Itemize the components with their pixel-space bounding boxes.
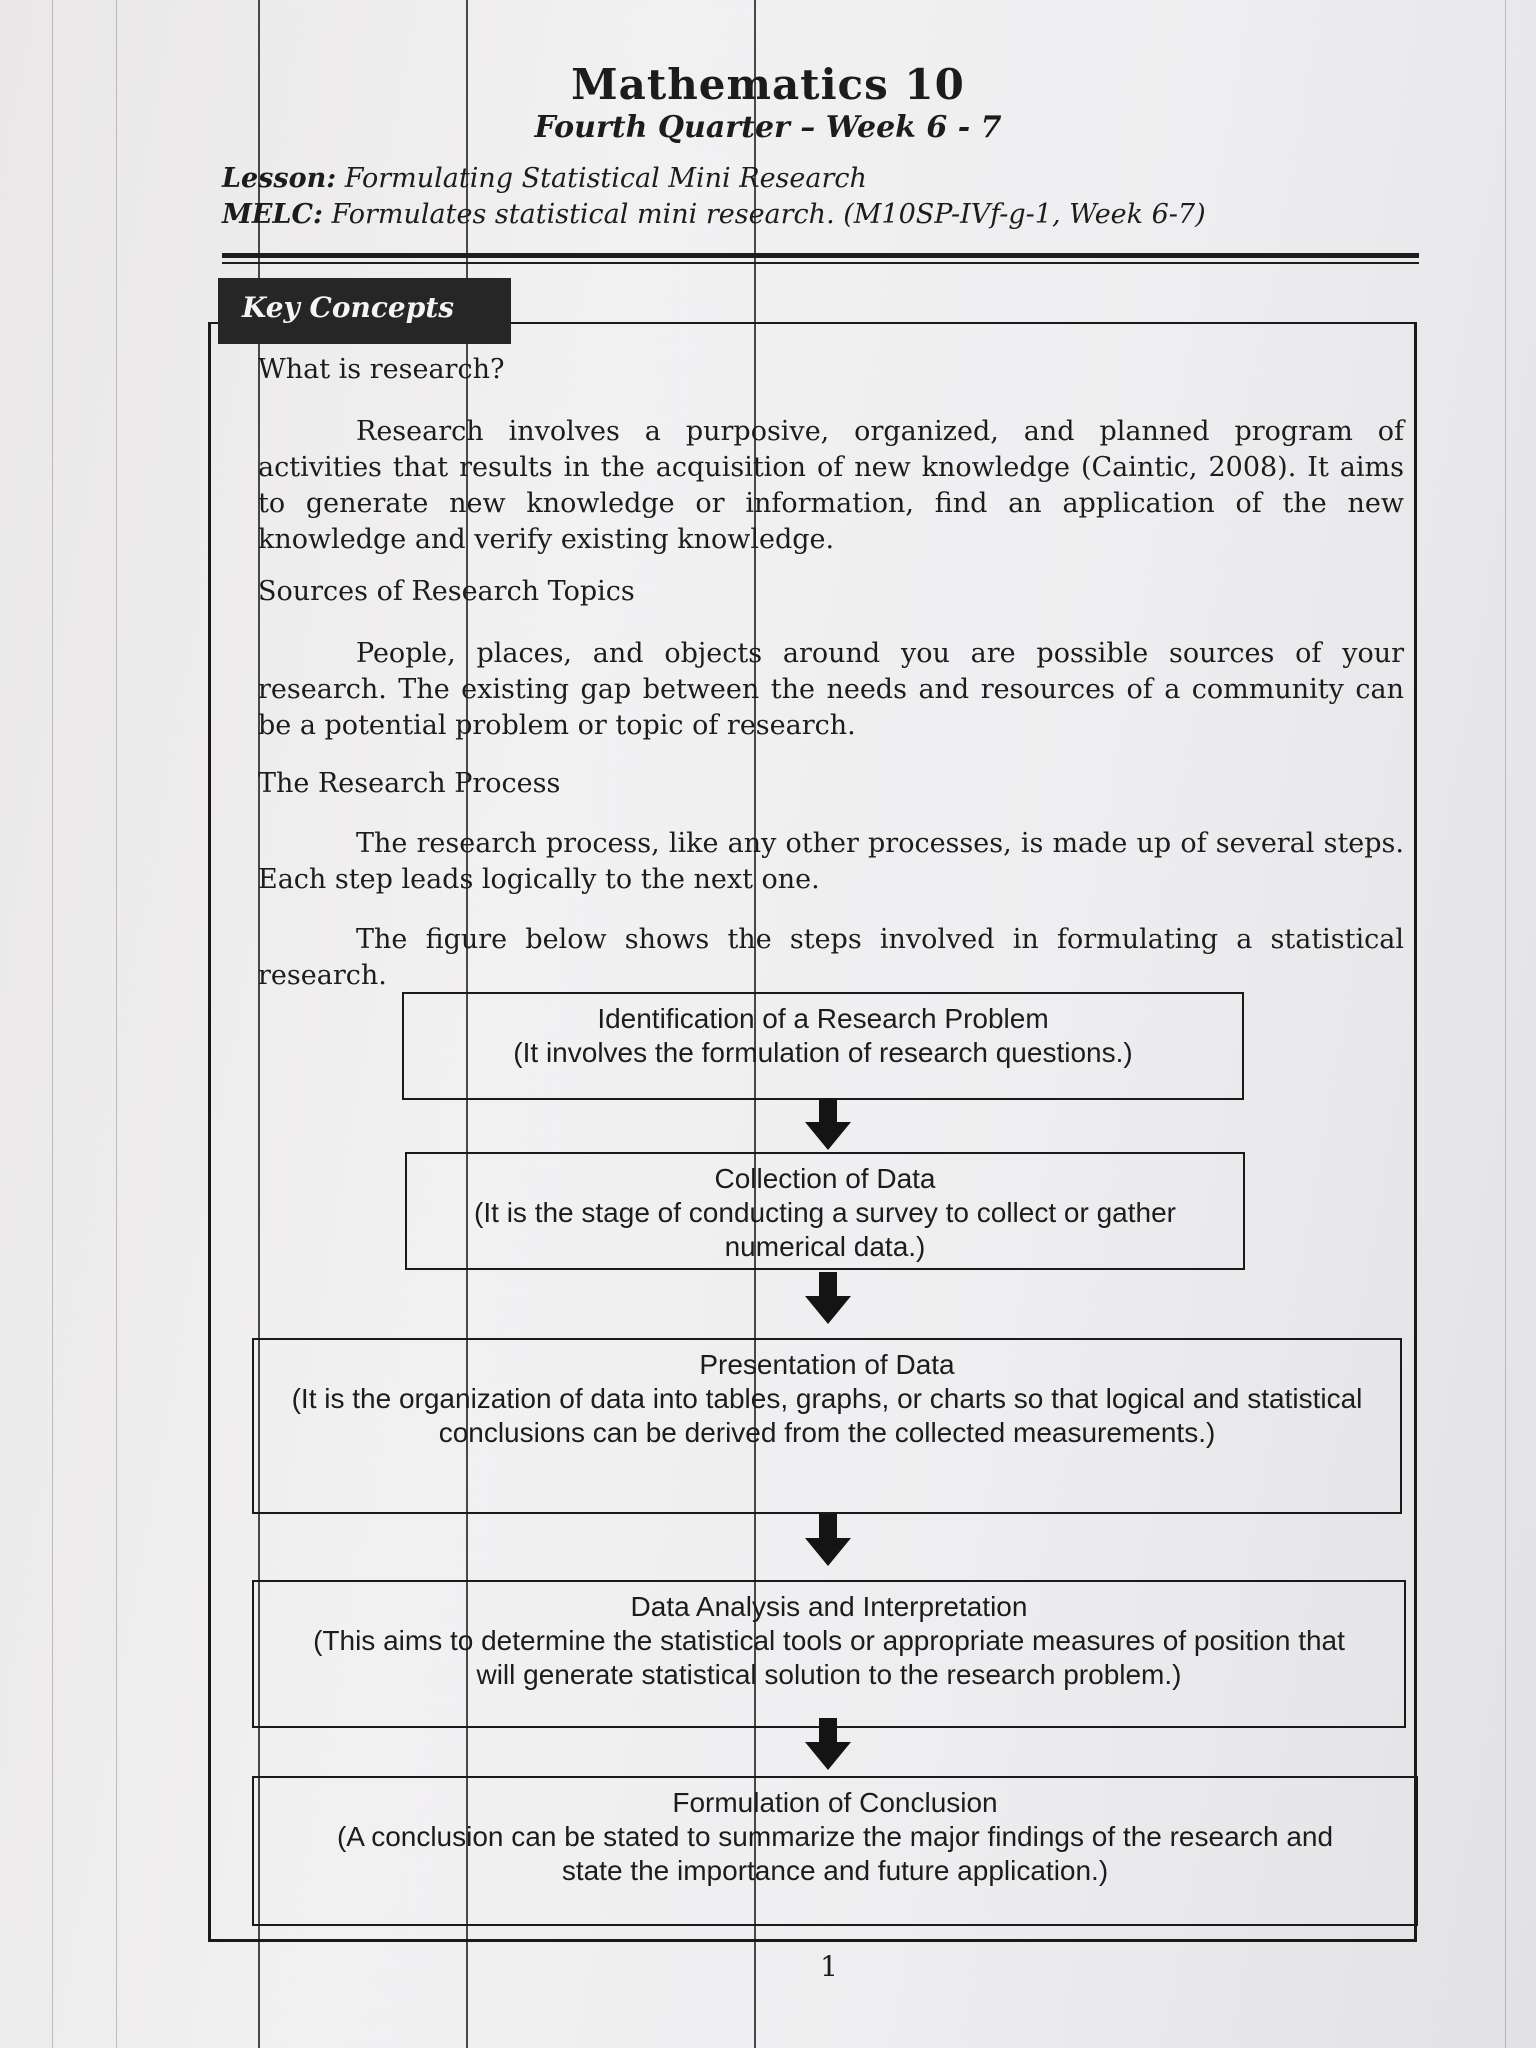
down-arrow-icon bbox=[805, 1272, 851, 1324]
flow-step-title: Collection of Data bbox=[714, 1163, 936, 1194]
section-paragraph: People, places, and objects around you are possible sources of your research. The existing gap between the needs and resources of a community can be a potential problem or topic of research. bbox=[258, 638, 1404, 741]
melc-value: Formulates statistical mini research. (M10SP-IVf-g-1, Week 6-7) bbox=[331, 199, 1206, 230]
figure-intro: The figure below shows the steps involved in formulating a statistical research. bbox=[258, 924, 1404, 991]
page-number: 1 bbox=[820, 1950, 838, 1983]
section-heading: The Research Process bbox=[258, 768, 561, 799]
flow-step-title: Data Analysis and Interpretation bbox=[630, 1591, 1028, 1622]
header-rule bbox=[222, 253, 1419, 258]
flow-step bbox=[252, 1776, 1418, 1926]
down-arrow-icon bbox=[805, 1718, 851, 1770]
lesson-value: Formulating Statistical Mini Research bbox=[344, 163, 867, 194]
down-arrow-icon bbox=[805, 1098, 851, 1150]
flow-step-title: Identification of a Research Problem bbox=[597, 1003, 1049, 1034]
page-fold-line bbox=[1505, 0, 1506, 2048]
page-fold-line bbox=[116, 0, 117, 2048]
flow-step-description: (This aims to determine the statistical tools or appropriate measures of position that will generate statistical solution to the research problem.) bbox=[313, 1625, 1345, 1690]
section-paragraph: Research involves a purposive, organized, and planned program of activities that results in the acquisition of new knowledge (Caintic, 2008). It aims to generate new knowledge or information, find an application of the new knowledge and verify existing knowledge. bbox=[258, 416, 1404, 555]
flow-step-description: (It is the stage of conducting a survey to collect or gather numerical data.) bbox=[474, 1197, 1176, 1262]
section-heading: What is research? bbox=[258, 354, 505, 385]
flow-step-title: Formulation of Conclusion bbox=[672, 1787, 998, 1818]
header-rule-thin bbox=[222, 262, 1419, 264]
document-subtitle: Fourth Quarter – Week 6 - 7 bbox=[534, 110, 1002, 145]
flow-step-title: Presentation of Data bbox=[699, 1349, 955, 1380]
section-paragraph: The research process, like any other processes, is made up of several steps. Each step leads logically to the next one. bbox=[258, 828, 1404, 895]
flow-step-description: (It involves the formulation of research questions.) bbox=[513, 1037, 1133, 1068]
down-arrow-icon bbox=[805, 1514, 851, 1566]
flow-step bbox=[405, 1152, 1245, 1270]
flow-step bbox=[252, 1580, 1406, 1728]
section-heading: Sources of Research Topics bbox=[258, 576, 635, 607]
flow-step bbox=[252, 1338, 1402, 1514]
key-concepts-tab: Key Concepts bbox=[218, 278, 511, 344]
melc-label: MELC: bbox=[222, 199, 323, 230]
flow-step-description: (It is the organization of data into tables, graphs, or charts so that logical and statistical conclusions can be derived from the collected measurements.) bbox=[291, 1383, 1363, 1448]
flow-step bbox=[402, 992, 1244, 1100]
document-title: Mathematics 10 bbox=[571, 60, 965, 109]
flow-step-description: (A conclusion can be stated to summarize the major findings of the research and state the importance and future application.) bbox=[336, 1821, 1334, 1886]
page-fold-line bbox=[52, 0, 53, 2048]
lesson-label: Lesson: bbox=[222, 163, 337, 194]
lesson-line bbox=[222, 163, 867, 194]
melc-line bbox=[222, 199, 1206, 230]
